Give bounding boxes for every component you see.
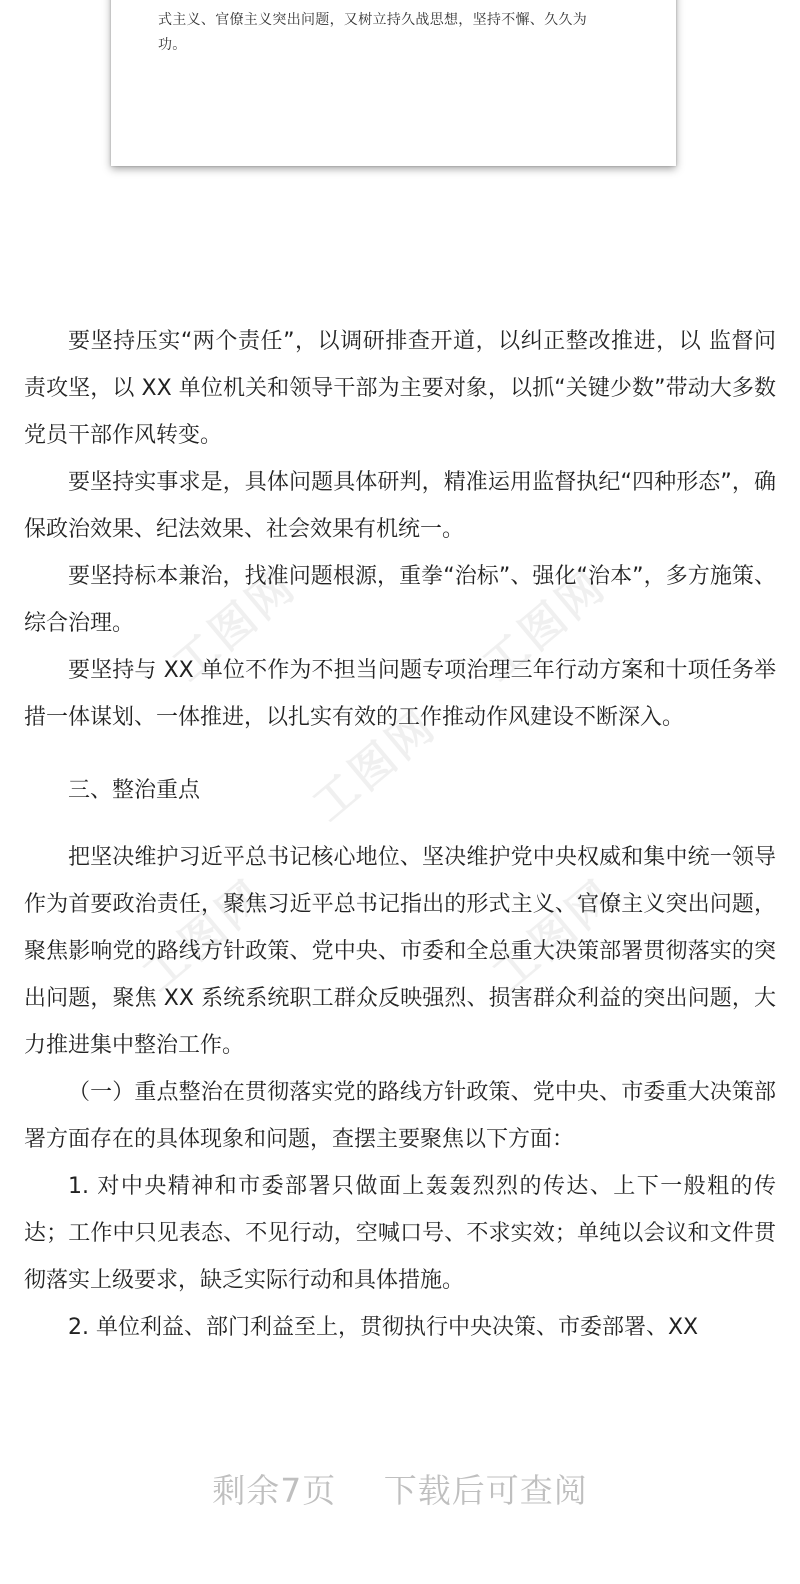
watermark: 工图网: [133, 869, 277, 1002]
paragraph: 要坚持标本兼治，找准问题根源，重拳“治标”、强化“治本”，多方施策、综合治理。: [24, 564, 776, 636]
paragraph: 1. 对中央精神和市委部署只做面上轰轰烈烈的传达、上下一般粗的传达；工作中只见表态、不见行动，空喊口号、不求实效；单纯以会议和文件贯彻落实上级要求，缺乏实际行动和具体措施。: [24, 1174, 776, 1293]
watermark: 工图网: [483, 869, 627, 1002]
paragraph: 要坚持实事求是，具体问题具体研判，精准运用监督执纪“四种形态”，确保政治效果、纪法效果、社会效果有机统一。: [24, 470, 776, 542]
preview-line: 功。: [158, 37, 187, 53]
remaining-pages-label: 剩余7页: [212, 1471, 337, 1510]
document-body: [24, 318, 776, 1351]
section-heading: 三、整治重点: [68, 778, 201, 803]
watermark: 工图网: [303, 699, 447, 832]
paragraph: 要坚持压实“两个责任”，以调研排查开道，以纠正整改推进，以 监督问责攻坚，以 XX 单位机关和领导干部为主要对象，以抓“关键少数”带动大多数党员干部作风转变。: [24, 329, 776, 448]
watermark: 工图网: [163, 559, 307, 692]
paragraph: 把坚决维护习近平总书记核心地位、坚决维护党中央权威和集中统一领导作为首要政治责任，聚焦习近平总书记指出的形式主义、官僚主义突出问题，聚焦影响党的路线方针政策、党中央、市委和全总重大决策部署贯彻落实的突出问题，聚焦 XX 系统系统职工群众反映强烈、损害群众利益的突出问题，大力推进集中整治工作。: [24, 845, 776, 1058]
download-prompt[interactable]: [0, 1460, 800, 1522]
document-preview-card: [111, 0, 676, 166]
paragraph: 2. 单位利益、部门利益至上，贯彻执行中央决策、市委部署、XX: [68, 1315, 699, 1340]
preview-snippet: [158, 8, 648, 58]
download-to-view-label[interactable]: 下载后可查阅: [383, 1471, 588, 1510]
paragraph: 要坚持与 XX 单位不作为不担当问题专项治理三年行动方案和十项任务举措一体谋划、一体推进，以扎实有效的工作推动作风建设不断深入。: [24, 658, 776, 730]
paragraph: （一）重点整治在贯彻落实党的路线方针政策、党中央、市委重大决策部署方面存在的具体现象和问题，查摆主要聚焦以下方面：: [24, 1080, 776, 1152]
preview-line: 式主义、官僚主义突出问题，又树立持久战思想，坚持不懈、久久为: [158, 12, 587, 28]
watermark: 工图网: [473, 559, 617, 692]
